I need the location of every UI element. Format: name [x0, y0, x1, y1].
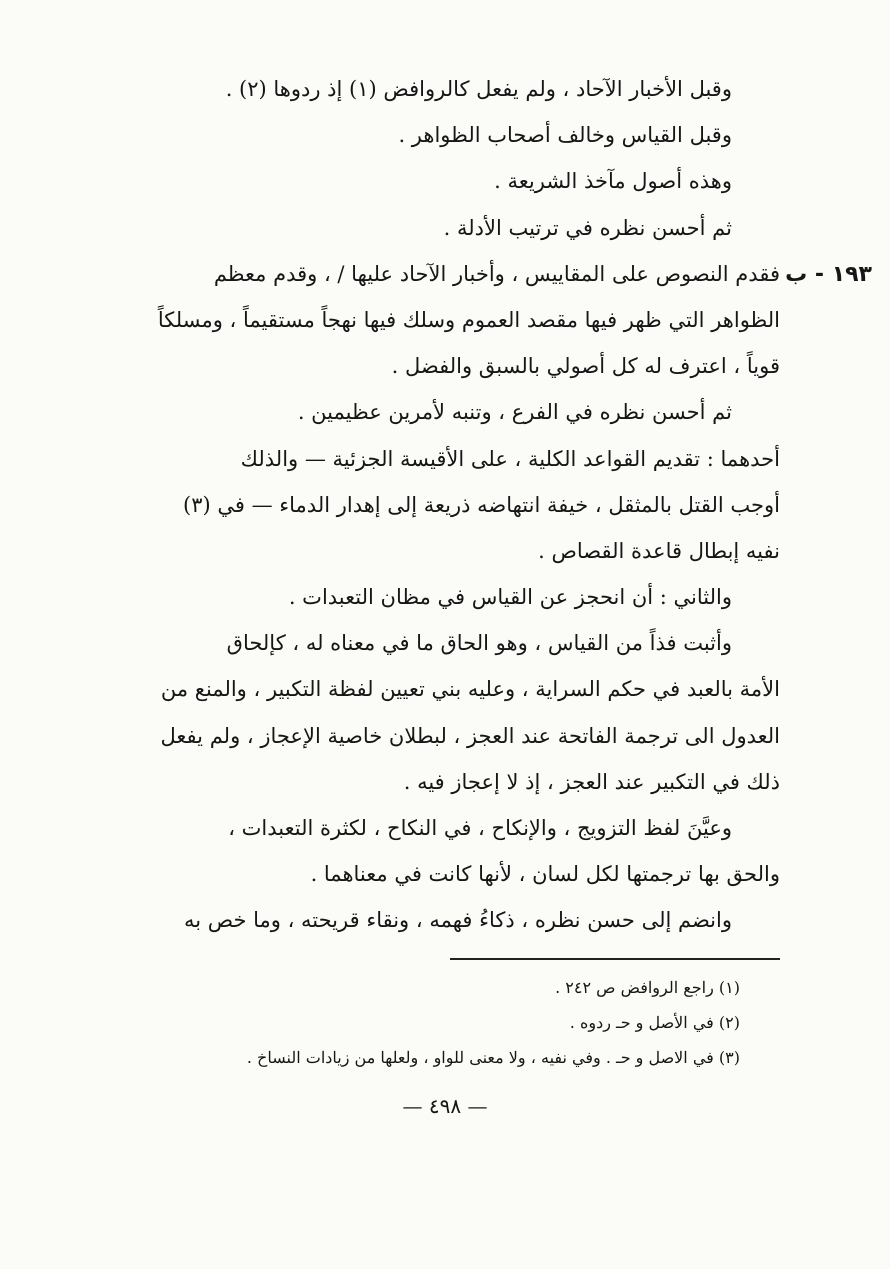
margin-folio-note: ١٩٣ - ب: [785, 262, 872, 287]
text-line: وقبل القياس وخالف أصحاب الظواهر .: [398, 123, 732, 148]
text-line: والحق بها ترجمتها لكل لسان ، لأنها كانت في معناهما .: [310, 862, 780, 887]
text-line: أوجب القتل بالمثقل ، خيفة انتهاضه ذريعة إلى إهدار الدماء — في (٣): [183, 492, 780, 517]
text-line: قوياً ، اعترف له كل أصولي بالسبق والفضل .: [391, 354, 780, 379]
text-line: ثم أحسن نظره في الفرع ، وتنبه لأمرين عظيمين .: [297, 400, 732, 425]
text-line: وعيَّنَ لفظ التزويج ، والإنكاح ، في النكاح ، لكثرة التعبدات ،: [228, 816, 732, 840]
text-line: ثم أحسن نظره في ترتيب الأدلة .: [443, 215, 732, 240]
footnote-1: (١) راجع الروافض ص ٢٤٢ .: [555, 978, 740, 997]
text-line: وهذه أصول مآخذ الشريعة .: [494, 169, 732, 194]
text-line: والثاني : أن انحجز عن القياس في مظان التعبدات .: [288, 585, 732, 610]
text-line: وانضم إلى حسن نظره ، ذكاءُ فهمه ، ونقاء قريحته ، وما خص به: [183, 908, 732, 933]
footnote-3: (٣) في الاصل و حـ . وفي نفيه ، ولا معنى للواو ، ولعلها من زيادات النساخ .: [246, 1048, 740, 1067]
page-number: — ٤٩٨ —: [402, 1094, 488, 1118]
text-line: وأثبت فذاً من القياس ، وهو الحاق ما في معناه له ، كإلحاق: [226, 631, 732, 656]
text-line: العدول الى ترجمة الفاتحة عند العجز ، لبطلان خاصية الإعجاز ، ولم يفعل: [160, 723, 780, 748]
text-line: الأمة بالعبد في حكم السراية ، وعليه بني تعيين لفظة التكبير ، والمنع من: [160, 677, 780, 702]
body-text: [130, 66, 780, 944]
footnotes: [150, 970, 740, 1075]
footnote-separator: [450, 958, 780, 960]
text-line: وقبل الأخبار الآحاد ، ولم يفعل كالروافض (١) إذ ردوها (٢) .: [225, 77, 732, 101]
text-line: ذلك في التكبير عند العجز ، إذ لا إعجاز فيه .: [403, 769, 780, 794]
text-line: أحدهما : تقديم القواعد الكلية ، على الأقيسة الجزئية — والذلك: [240, 446, 780, 471]
text-line: فقدم النصوص على المقاييس ، وأخبار الآحاد عليها / ، وقدم معظم: [213, 261, 780, 286]
text-line: الظواهر التي ظهر فيها مقصد العموم وسلك فيها نهجاً مستقيماً ، ومسلكاً: [157, 307, 780, 332]
text-line: نفيه إبطال قاعدة القصاص .: [538, 538, 780, 563]
footnote-2: (٢) في الأصل و حـ ردوه .: [569, 1013, 740, 1032]
